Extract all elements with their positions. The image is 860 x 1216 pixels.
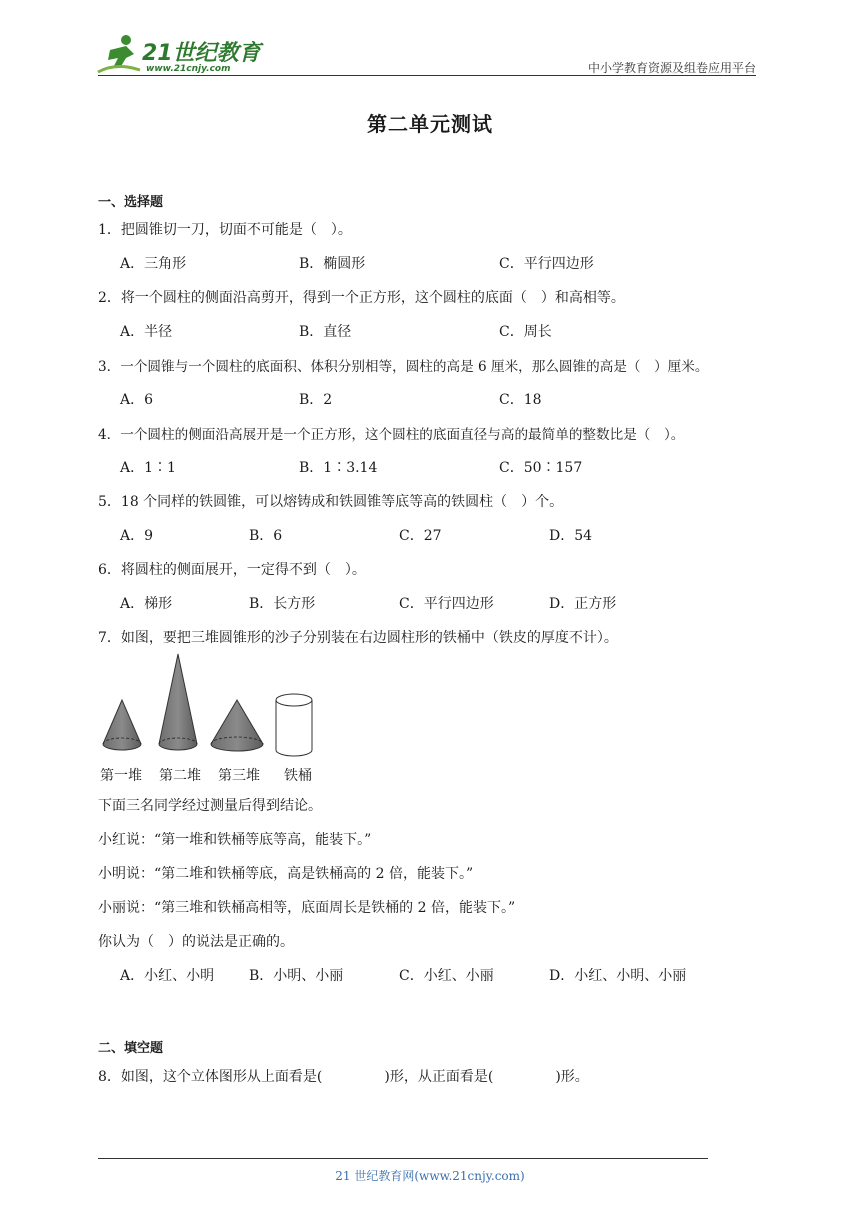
q3-option-c: C．18 [499,392,542,408]
q1-option-b: B．椭圆形 [299,256,366,272]
q7-line-xiaoming: 小明说：“第二堆和铁桶等底，高是铁桶高的 2 倍，能装下。” [98,866,474,882]
label-bucket: 铁桶 [284,768,312,784]
platform-name: 中小学教育资源及组卷应用平台 [587,61,756,75]
site-logo [96,32,261,78]
q6-option-d: D．正方形 [549,596,617,612]
footer-divider [98,1158,708,1159]
q5-option-a: A．9 [120,528,154,544]
q7-line-xiaohong: 小红说：“第一堆和铁桶等底等高，能装下。” [98,832,372,848]
page-title: 第二单元测试 [367,112,493,136]
q8-text-3: )形。 [555,1069,589,1085]
q7-option-b: B．小明、小丽 [249,968,344,984]
q7-line-xiaoli: 小丽说：“第三堆和铁桶高相等，底面周长是铁桶的 2 倍，能装下。” [98,900,516,916]
q7-option-d: D．小红、小明、小丽 [549,968,687,984]
footer-text: 21 世纪教育网(www.21cnjy.com) [335,1169,525,1183]
q5-option-c: C．27 [399,528,442,544]
q6-option-c: C．平行四边形 [399,596,494,612]
q7-line-question: 你认为（ ）的说法是正确的。 [98,934,294,950]
q1-option-a: A．三角形 [120,256,187,272]
q8-text-2: )形，从正面看是( [384,1069,494,1085]
q6-option-b: B．长方形 [249,596,316,612]
section-heading-fill: 二、填空题 [98,1041,164,1056]
section-heading-choice: 一、选择题 [98,195,164,210]
q5-option-d: D．54 [549,528,593,544]
question-8 [98,1066,589,1086]
question-2: 2．将一个圆柱的侧面沿高剪开，得到一个正方形，这个圆柱的底面（ ）和高相等。 [98,290,625,306]
q3-option-a: A．6 [120,392,154,408]
q8-text-1: 8．如图，这个立体图形从上面看是( [98,1069,323,1085]
iron-bucket-cylinder [276,694,312,756]
label-pile-1: 第一堆 [100,768,142,784]
q4-option-b: B．1∶3.14 [299,460,378,476]
q5-option-b: B．6 [249,528,283,544]
question-4: 4．一个圆柱的侧面沿高展开是一个正方形，这个圆柱的底面直径与高的最简单的整数比是（ ）。 [98,427,685,443]
question-1: 1．把圆锥切一刀，切面不可能是（ ）。 [98,222,352,238]
runner-logo-icon [96,32,144,76]
cone-pile-1 [103,700,141,750]
q6-option-a: A．梯形 [120,596,173,612]
logo-text: 21世纪教育 [142,41,261,66]
q1-option-c: C．平行四边形 [499,256,594,272]
q4-option-a: A．1∶1 [120,460,176,476]
logo-url: www.21cnjy.com [146,64,231,74]
q4-option-c: C．50∶157 [499,460,583,476]
q2-option-a: A．半径 [120,324,173,340]
q7-option-a: A．小红、小明 [120,968,215,984]
header-divider [98,75,756,76]
label-pile-3: 第三堆 [218,768,260,784]
q7-line-1: 下面三名同学经过测量后得到结论。 [98,798,322,814]
question-6: 6．将圆柱的侧面展开，一定得不到（ ）。 [98,562,366,578]
question-3: 3．一个圆锥与一个圆柱的底面积、体积分别相等，圆柱的高是 6 厘米，那么圆锥的高是（ ）厘米。 [98,359,709,375]
q2-option-c: C．周长 [499,324,552,340]
cones-cylinder-figure [98,650,328,762]
cone-pile-2 [159,654,197,750]
cone-pile-3 [211,700,263,751]
q7-option-c: C．小红、小丽 [399,968,494,984]
question-5: 5．18 个同样的铁圆锥，可以熔铸成和铁圆锥等底等高的铁圆柱（ ）个。 [98,494,564,510]
q2-option-b: B．直径 [299,324,352,340]
label-pile-2: 第二堆 [159,768,201,784]
question-7: 7．如图，要把三堆圆锥形的沙子分别装在右边圆柱形的铁桶中（铁皮的厚度不计）。 [98,630,618,646]
q3-option-b: B．2 [299,392,333,408]
